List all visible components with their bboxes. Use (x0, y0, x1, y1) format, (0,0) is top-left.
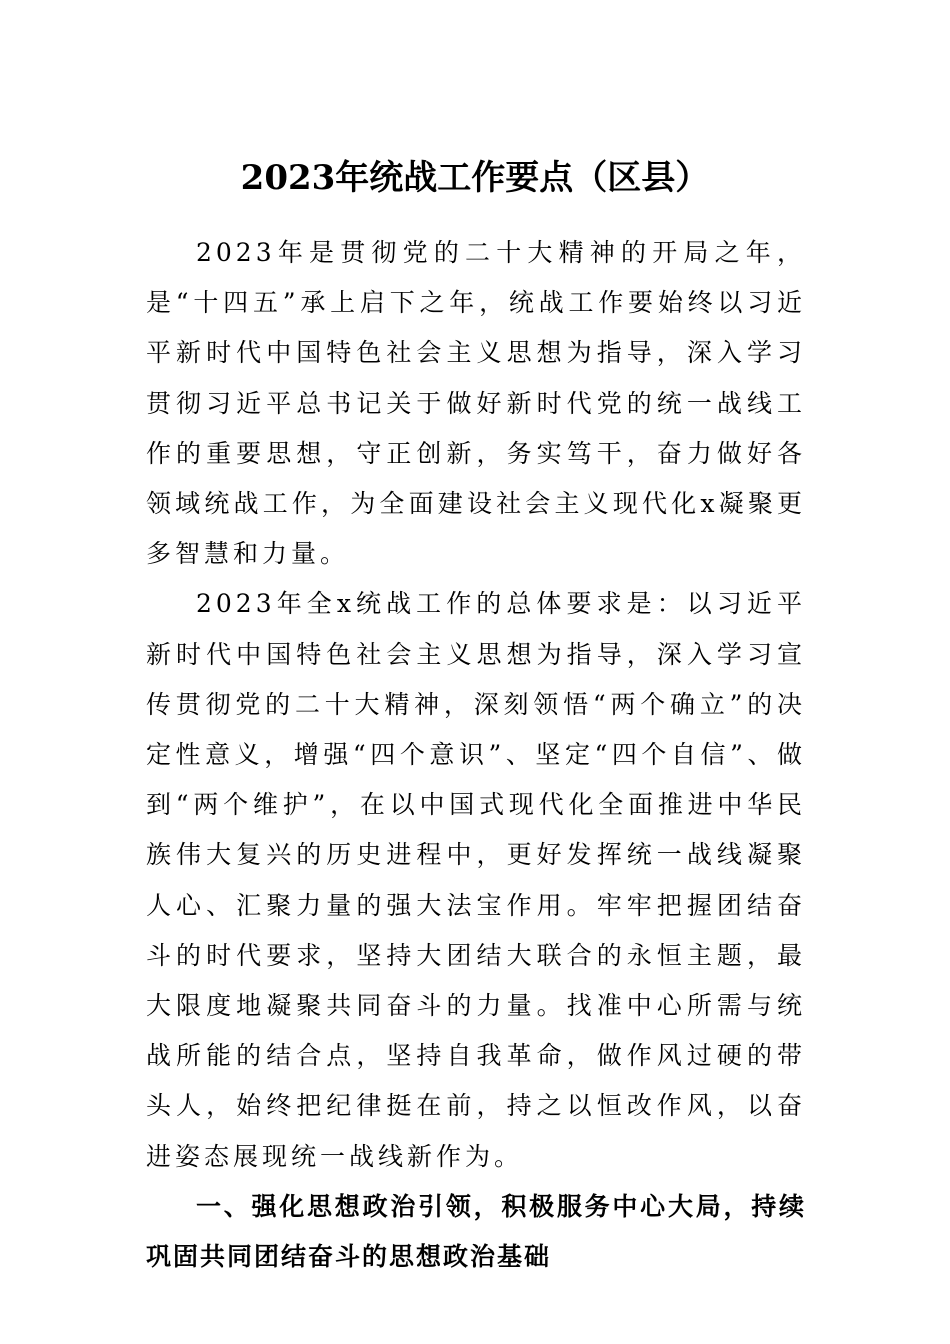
document-title: 2023年统战工作要点（区县） (240, 158, 710, 198)
document-body (146, 228, 806, 1282)
section-heading-1: 一、强化思想政治引领，积极服务中心大局，持续巩固共同团结奋斗的思想政治基础 (146, 1191, 806, 1272)
paragraph-intro: 2023年是贯彻党的二十大精神的开局之年，是“十四五”承上启下之年，统战工作要始终以习近平新时代中国特色社会主义思想为指导，深入学习贯彻习近平总书记关于做好新时代党的统一战线工作的重要思想，守正创新，务实笃干，奋力做好各领域统战工作，为全面建设社会主义现代化x凝聚更多智慧和力量。 (146, 238, 806, 569)
paragraph-general-requirements: 2023年全x统战工作的总体要求是：以习近平新时代中国特色社会主义思想为指导，深入学习宣传贯彻党的二十大精神，深刻领悟“两个确立”的决定性意义，增强“四个意识”、坚定“四个自信”、做到“两个维护”，在以中国式现代化全面推进中华民族伟大复兴的历史进程中，更好发挥统一战线凝聚人心、汇聚力量的强大法宝作用。牢牢把握团结奋斗的时代要求，坚持大团结大联合的永恒主题，最大限度地凝聚共同奋斗的力量。找准中心所需与统战所能的结合点，坚持自我革命，做作风过硬的带头人，始终把纪律挺在前，持之以恒改作风，以奋进姿态展现统一战线新作为。 (146, 589, 806, 1171)
